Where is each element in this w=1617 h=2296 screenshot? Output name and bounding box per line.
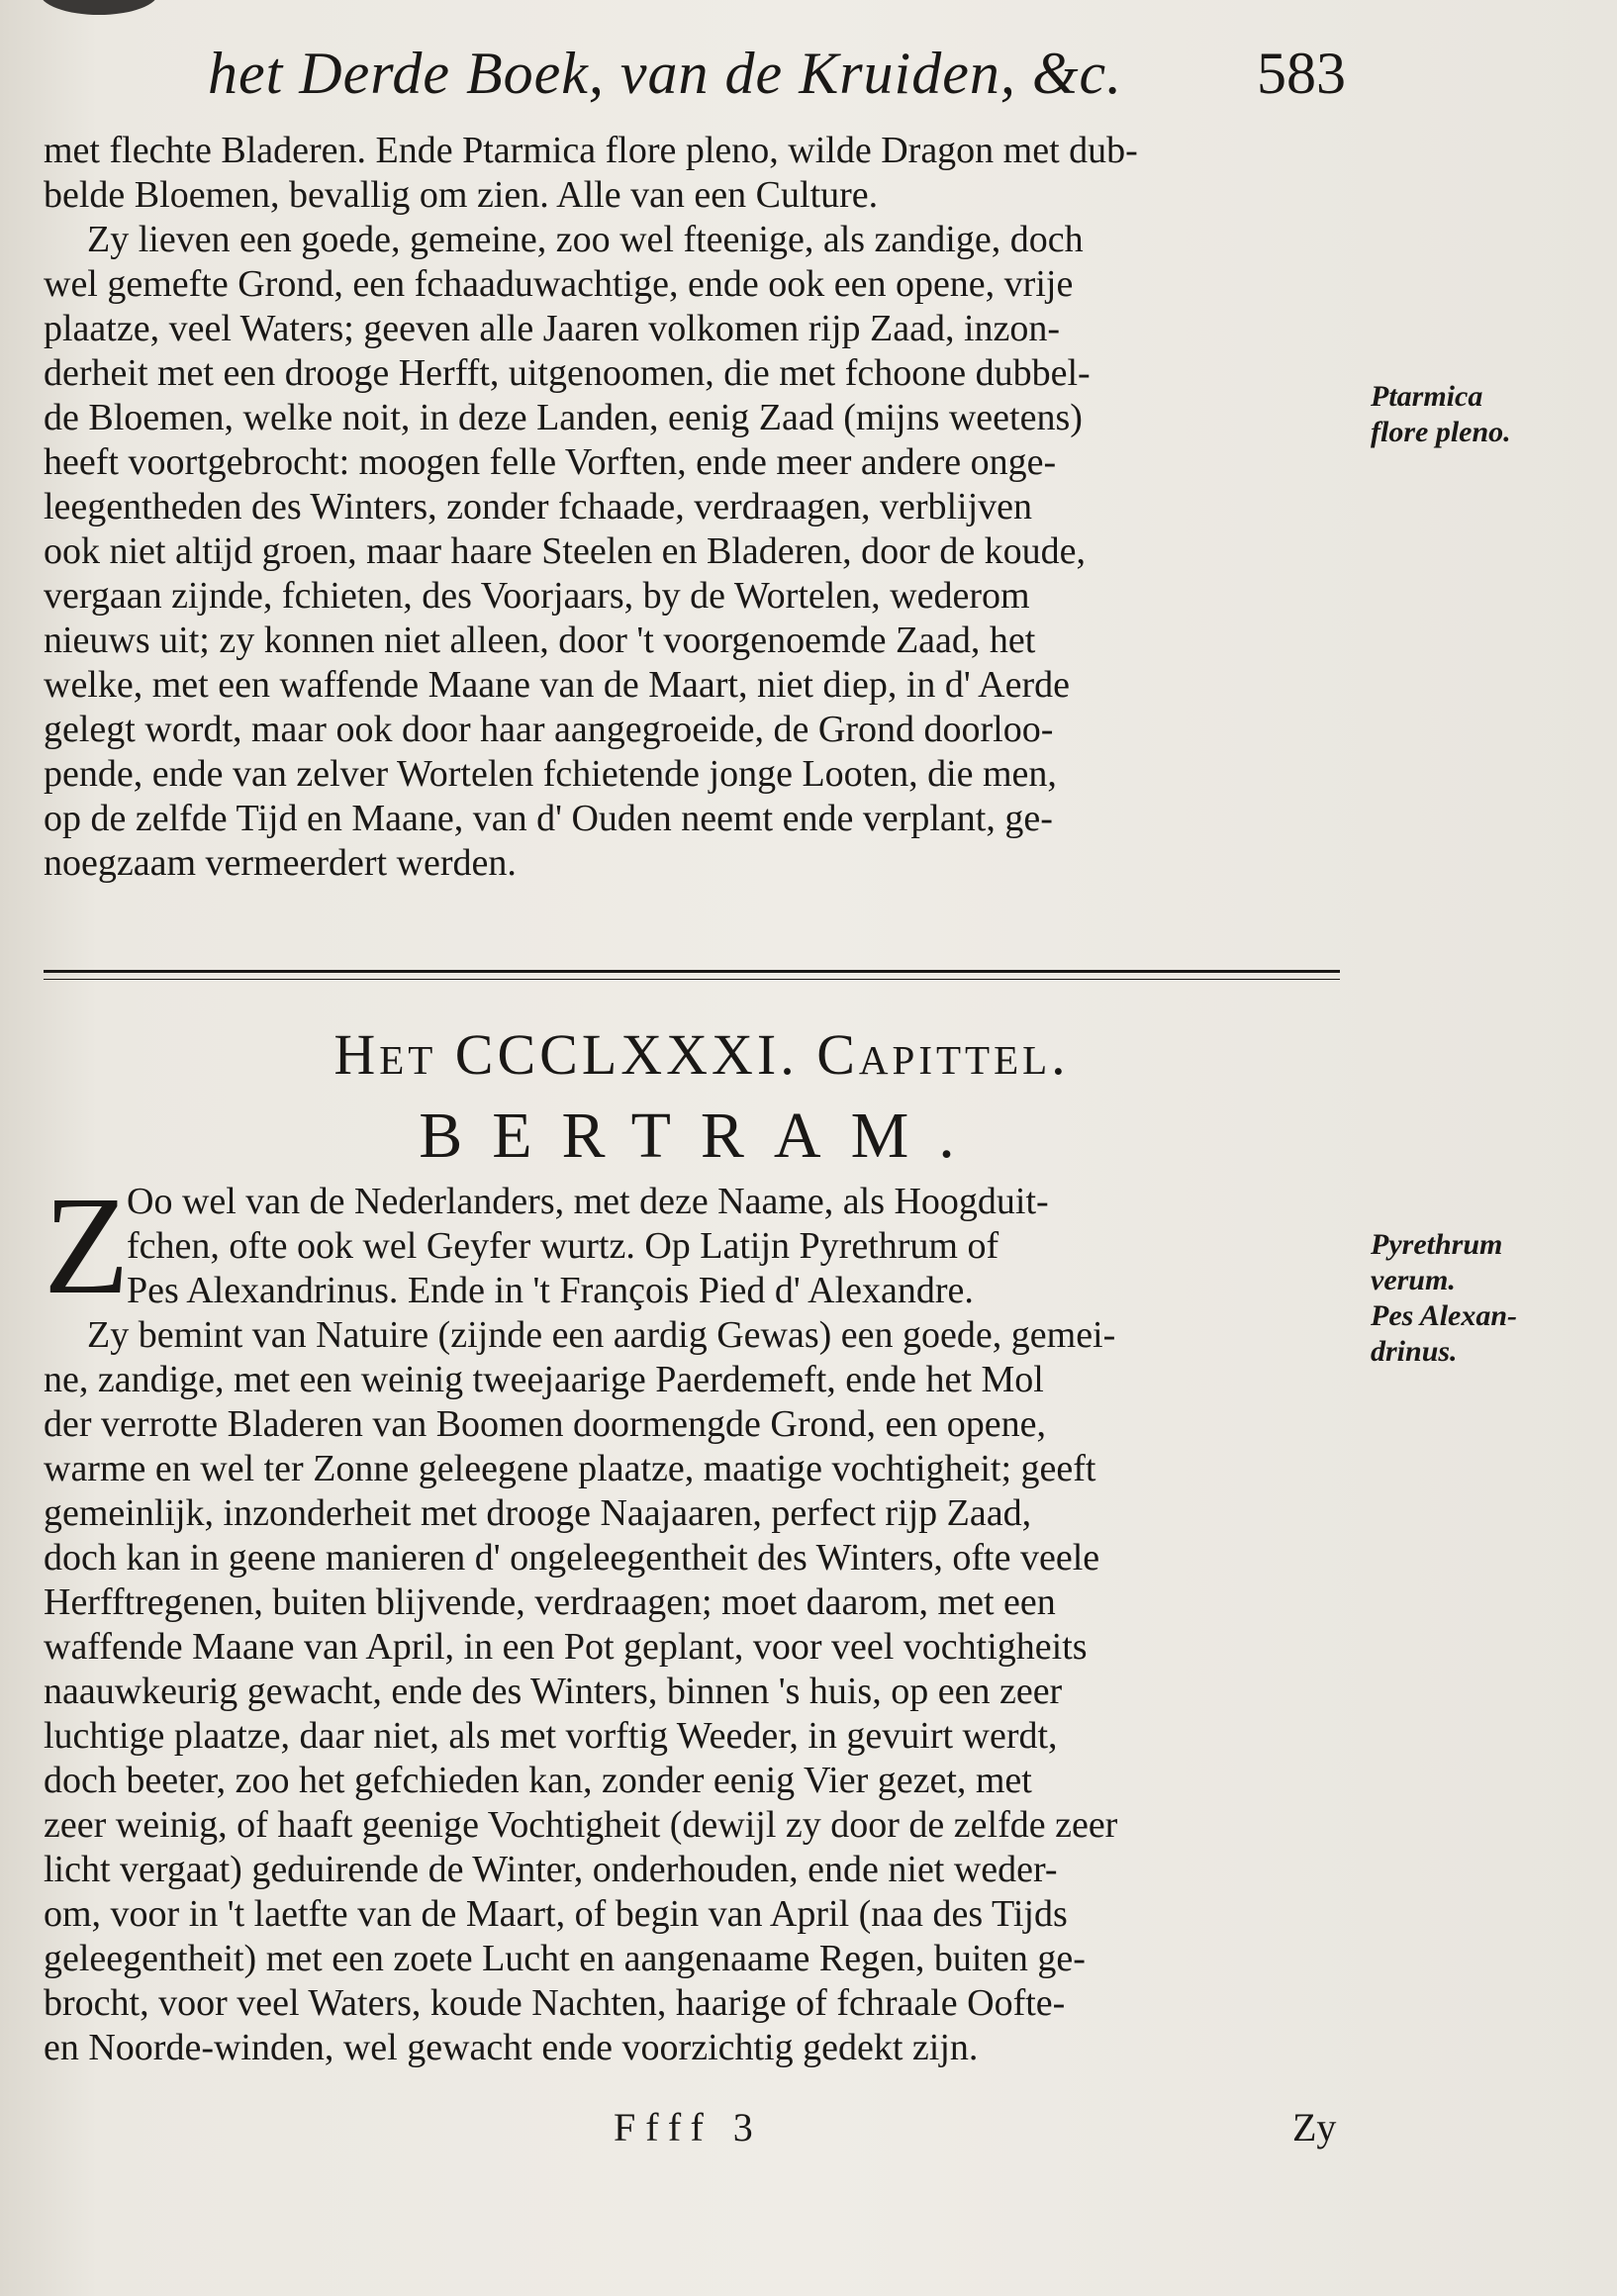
- text-line: op de zelfde Tijd en Maane, van d' Ouden neemt ende verplant, ge-: [44, 798, 1053, 839]
- text-line: wel gemefte Grond, een fchaaduwachtige, ende ook een opene, vrije: [44, 263, 1074, 305]
- margin-note-line: drinus.: [1371, 1335, 1458, 1368]
- text-line: naauwkeurig gewacht, ende des Winters, binnen 's huis, op een zeer: [44, 1671, 1063, 1712]
- text-line: warme en wel ter Zonne geleegene plaatze, maatige vochtigheit; geeft: [44, 1448, 1096, 1489]
- text-line: gemeinlijk, inzonderheit met drooge Naajaaren, perfect rijp Zaad,: [44, 1492, 1032, 1534]
- text-line: doch kan in geene manieren d' ongeleegentheit des Winters, ofte veele: [44, 1537, 1100, 1578]
- text-line: brocht, voor veel Waters, koude Nachten, haarige of fchraale Oofte-: [44, 1982, 1066, 2024]
- text-line: heeft voortgebrocht: moogen felle Vorften, ende meer andere onge-: [44, 441, 1057, 483]
- text-line: belde Bloemen, bevallig om zien. Alle van een Culture.: [44, 174, 879, 216]
- page-number: 583: [1257, 41, 1346, 106]
- text-line: en Noorde-winden, wel gewacht ende voorzichtig gedekt zijn.: [44, 2027, 979, 2068]
- margin-note-line: verum.: [1371, 1264, 1456, 1296]
- running-title: het Derde Boek, van de Kruiden, &c.: [208, 41, 1123, 106]
- text-line: ook niet altijd groen, maar haare Steelen en Bladeren, door de koude,: [44, 530, 1087, 572]
- text-line: om, voor in 't laetfte van de Maart, of begin van April (naa des Tijds: [44, 1893, 1068, 1935]
- drop-cap: Z: [44, 1167, 130, 1323]
- text-line: vergaan zijnde, fchieten, des Voorjaars, by de Wortelen, wederom: [44, 575, 1030, 617]
- text-line: luchtige plaatze, daar niet, als met vorftig Weeder, in gevuirt werdt,: [44, 1715, 1058, 1757]
- text-line: gelegt wordt, maar ook door haar aangegroeide, de Grond doorloo-: [44, 709, 1054, 750]
- text-line: der verrotte Bladeren van Boomen doormengde Grond, een opene,: [44, 1403, 1046, 1445]
- paragraph-2: [44, 1167, 1360, 2070]
- signature-mark: Ffff 3: [614, 2105, 763, 2150]
- chapter-title: BERTRAM.: [419, 1100, 985, 1172]
- text-line: doch beeter, zoo het gefchieden kan, zonder eenig Vier gezet, met: [44, 1760, 1032, 1801]
- margin-note-line: Pes Alexan-: [1371, 1299, 1518, 1332]
- text-line: Oo wel van de Nederlanders, met deze Naame, als Hoogduit-: [127, 1181, 1049, 1222]
- text-line: geleegentheit) met een zoete Lucht en aangenaame Regen, buiten ge-: [44, 1938, 1086, 1979]
- running-head: [208, 40, 1346, 109]
- margin-note-line: Pyrethrum: [1371, 1228, 1503, 1261]
- text-line: met flechte Bladeren. Ende Ptarmica flore pleno, wilde Dragon met dub-: [44, 130, 1138, 171]
- text-line: welke, met een waffende Maane van de Maart, niet diep, in d' Aerde: [44, 664, 1071, 706]
- text-line: de Bloemen, welke noit, in deze Landen, eenig Zaad (mijns weetens): [44, 397, 1083, 438]
- margin-note-line: flore pleno.: [1371, 416, 1511, 448]
- margin-note-line: Ptarmica: [1371, 380, 1483, 413]
- text-line: waffende Maane van April, in een Pot geplant, voor veel vochtigheits: [44, 1626, 1088, 1668]
- text-line: plaatze, veel Waters; geeven alle Jaaren volkomen rijp Zaad, inzon-: [44, 308, 1061, 349]
- text-line: pende, ende van zelver Wortelen fchietende jonge Looten, die men,: [44, 753, 1057, 795]
- text-line: licht vergaat) geduirende de Winter, onderhouden, ende niet weder-: [44, 1849, 1058, 1890]
- text-line: leegentheden des Winters, zonder fchaade, verdraagen, verblijven: [44, 486, 1033, 527]
- text-line: derheit met een drooge Herfft, uitgenoomen, die met fchoone dubbel-: [44, 352, 1091, 394]
- text-line: Pes Alexandrinus. Ende in 't François Pied d' Alexandre.: [127, 1270, 974, 1311]
- text-line: zeer weinig, of haaft geenige Vochtigheit (dewijl zy door de zelfde zeer: [44, 1804, 1118, 1846]
- text-line: fchen, ofte ook wel Geyfer wurtz. Op Latijn Pyrethrum of: [127, 1225, 999, 1267]
- text-line: noegzaam vermeerdert werden.: [44, 842, 517, 884]
- text-line: Zy bemint van Natuire (zijnde een aardig Gewas) een goede, gemei-: [87, 1314, 1116, 1356]
- margin-note-1: [1371, 379, 1608, 450]
- text-line: ne, zandige, met een weinig tweejaarige Paerdemeft, ende het Mol: [44, 1359, 1044, 1400]
- text-line: Zy lieven een goede, gemeine, zoo wel fteenige, als zandige, doch: [87, 219, 1084, 260]
- section-rule: [44, 970, 1340, 980]
- margin-note-2: [1371, 1227, 1608, 1370]
- paragraph-1: [44, 129, 1360, 886]
- page-shadow: [40, 0, 158, 15]
- text-line: nieuws uit; zy konnen niet alleen, door 't voorgenoemde Zaad, het: [44, 620, 1036, 661]
- chapter-heading: Het CCCLXXXI. Capittel.: [333, 1022, 1070, 1087]
- catchword: Zy: [1292, 2105, 1337, 2150]
- text-line: Herfftregenen, buiten blijvende, verdraagen; moet daarom, met een: [44, 1581, 1056, 1623]
